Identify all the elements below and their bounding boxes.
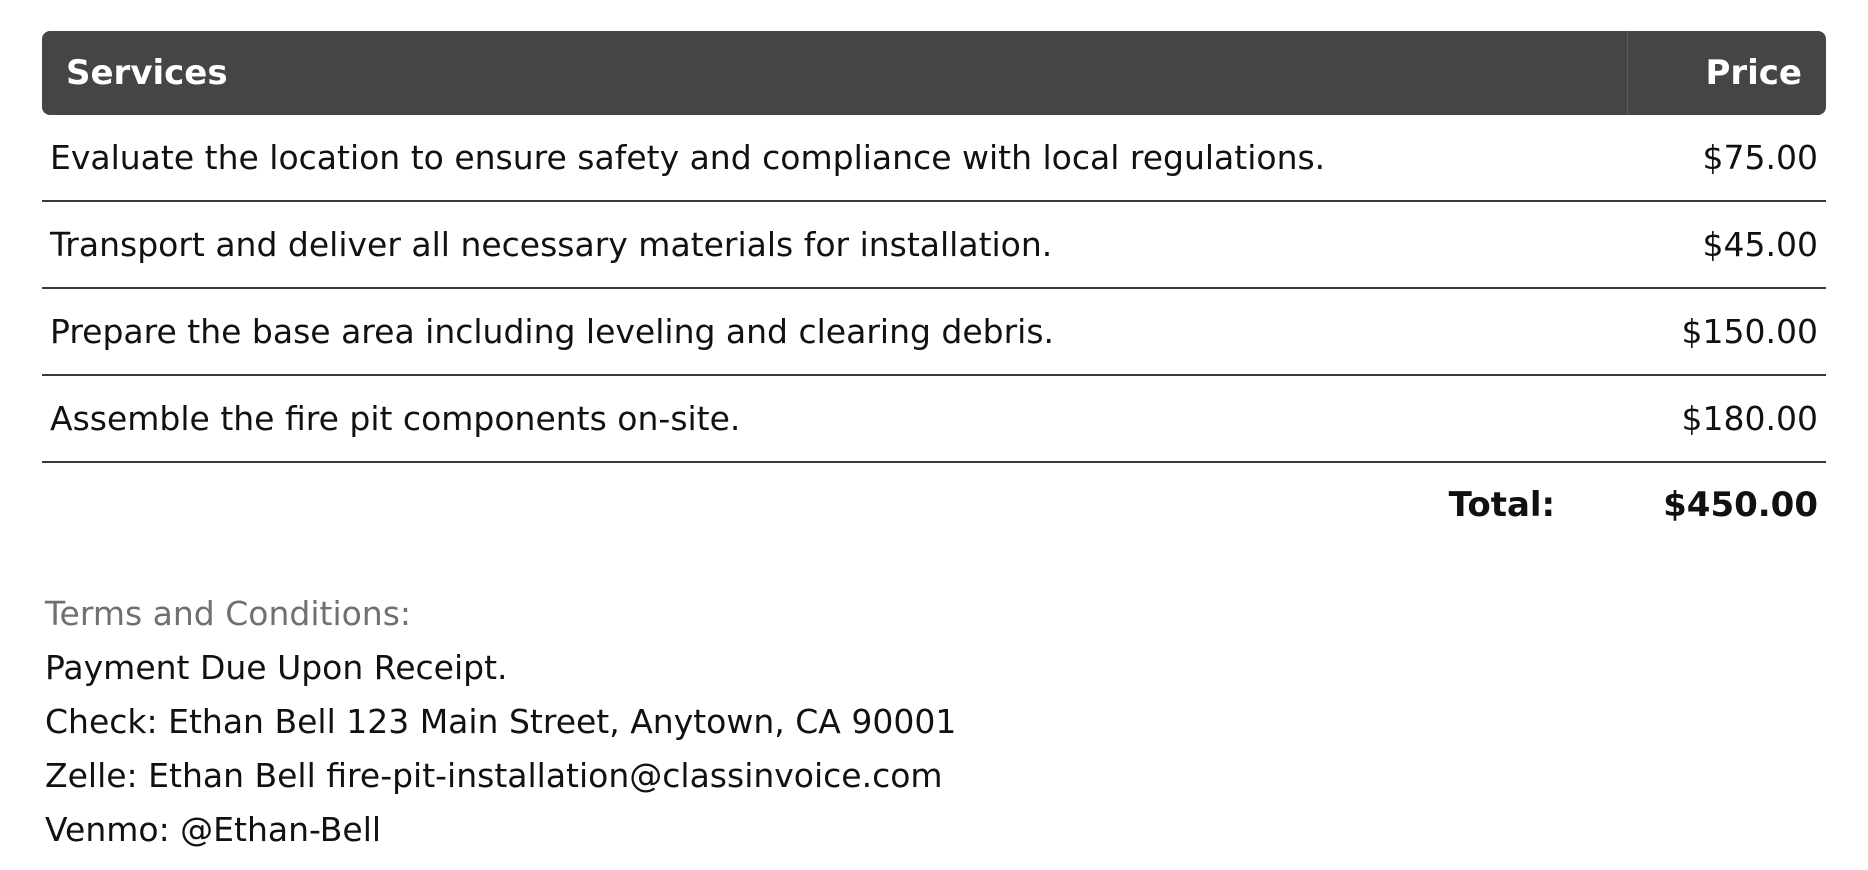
table-row — [42, 376, 1826, 463]
service-price: $75.00 — [1627, 115, 1826, 202]
table-row — [42, 202, 1826, 289]
terms-title: Terms and Conditions: — [45, 594, 412, 633]
service-description: Evaluate the location to ensure safety and compliance with local regulations. — [42, 115, 1627, 202]
table-row — [42, 289, 1826, 376]
table-header — [42, 31, 1826, 115]
terms-section — [42, 587, 1826, 857]
terms-check: Check: Ethan Bell 123 Main Street, Anytown, CA 90001 — [45, 702, 957, 741]
header-row — [42, 31, 1826, 115]
price-column-header: Price — [1627, 31, 1826, 115]
terms-zelle: Zelle: Ethan Bell fire-pit-installation@classinvoice.com — [45, 756, 943, 795]
total-value: $450.00 — [1663, 485, 1818, 525]
terms-venmo: Venmo: @Ethan-Bell — [45, 810, 382, 849]
service-description: Prepare the base area including leveling and clearing debris. — [42, 289, 1627, 376]
invoice-section — [42, 31, 1826, 857]
service-price: $45.00 — [1627, 202, 1826, 289]
service-description: Transport and deliver all necessary materials for installation. — [42, 202, 1627, 289]
terms-payment-due: Payment Due Upon Receipt. — [45, 648, 508, 687]
service-price: $180.00 — [1627, 376, 1826, 463]
service-price: $150.00 — [1627, 289, 1826, 376]
table-row — [42, 115, 1826, 202]
services-column-header: Services — [42, 31, 1627, 115]
service-description: Assemble the fire pit components on-site. — [42, 376, 1627, 463]
total-row — [42, 463, 1826, 547]
services-table — [42, 31, 1826, 463]
total-label: Total: — [1448, 485, 1556, 525]
table-body — [42, 115, 1826, 463]
